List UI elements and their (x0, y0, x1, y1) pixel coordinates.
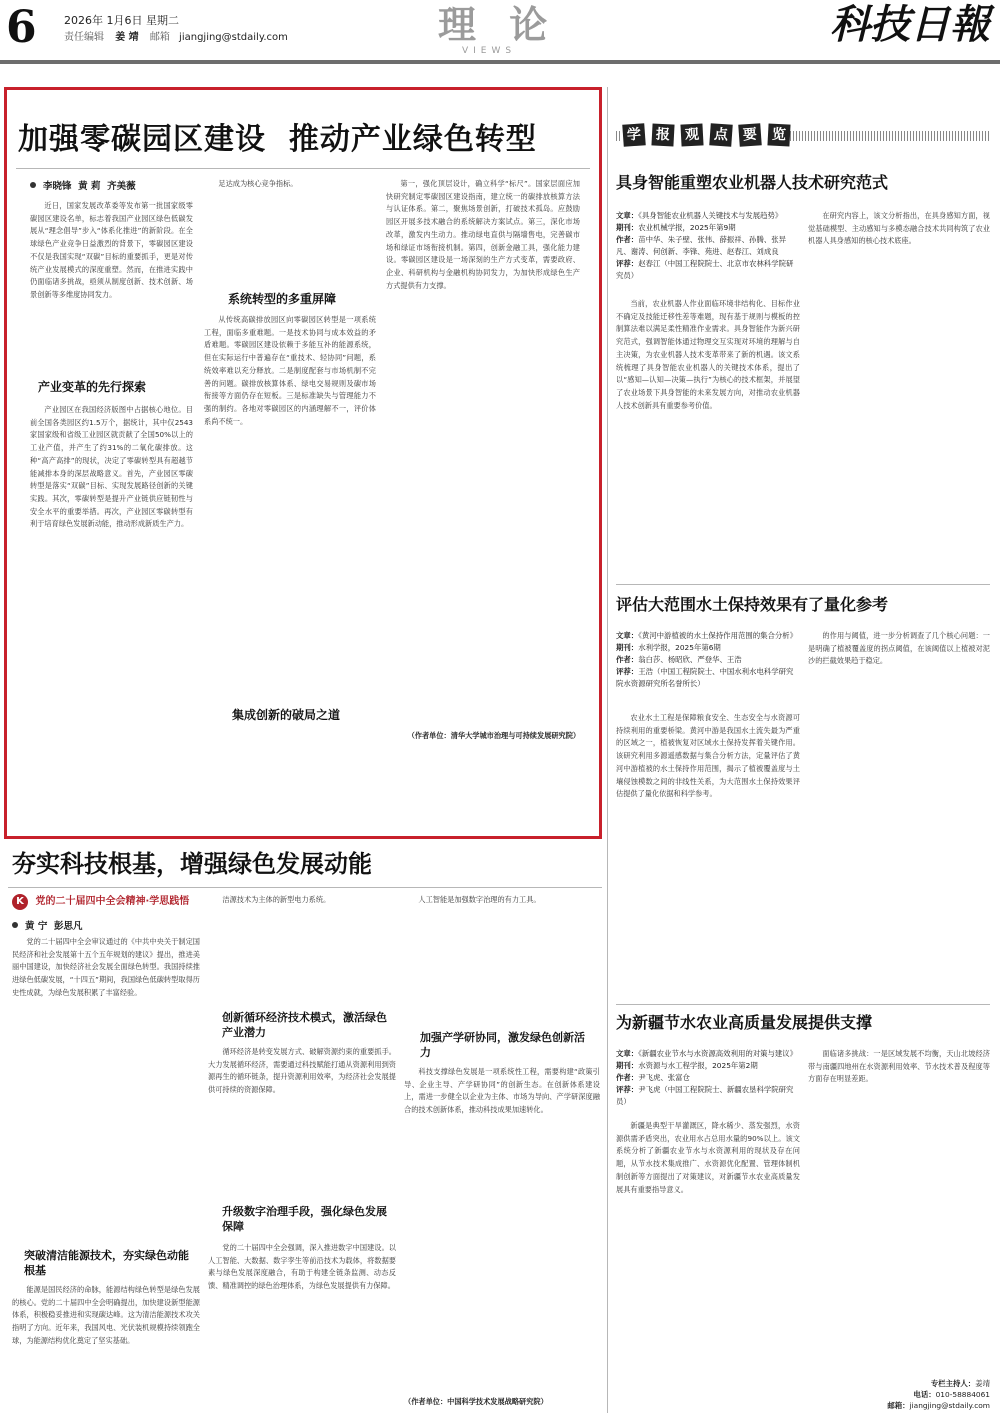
lead-section-heading-1: 产业变革的先行探索 (38, 380, 147, 394)
second-section-text-2: 循环经济是转变发展方式、破解资源约束的重要抓手。大力发展循环经济，需要通过科技赋能打通从资源利用到资源再生的循环链条，提升资源利用效率，为经济社会发展提供可持续的资源保障。 (208, 1047, 396, 1095)
lead-section-text-1: 产业园区在我国经济版图中占据核心地位。目前全国各类园区约1.5万个，据统计，其中仅2543家国家级和省级工业园区就贡献了全国50%以上的工业产值，并产生了约31%的二氧化碳排放。这种“高产高排”的现状，决定了零碳转型具有超越节能减排本身的深层战略意义。首先，产业园区零碳转型是落实“双碳”目标、实现发展路径创新的关键实践。其次，零碳转型是提升产业链供应链韧性与安全水平的重要举措。再次，产业园区零碳转型有利于培育绿色发展新动能，推动形成新质生产力。 (30, 405, 193, 529)
second-section-text-4: 科技支撑绿色发展是一项系统性工程，需要构建“政策引导、企业主导、产学研协同”的创新生态。在创新体系建设上，需进一步健全以企业为主体、市场为导向、产学研深度融合的技术创新体系，推动科技成果加速转化。 (404, 1067, 600, 1115)
sidebar-meta-3 (616, 1048, 800, 1108)
sidebar-body-1a (616, 298, 800, 578)
second-section-body-4 (404, 1066, 600, 1392)
email-label: 邮箱 (149, 32, 170, 43)
sidebar-column-banner (616, 122, 990, 150)
section-subtitle: VIEWS (462, 46, 517, 56)
lead-authors: 李晓锋 黄 莉 齐美薇 (43, 181, 136, 192)
lead-section-text-2: 从传统高碳排放园区向零碳园区转型是一项系统工程，面临多重难题。一是技术协同与成本效益的矛盾难题。零碳园区建设依赖于多能互补的能源系统，但在实际运行中普遍存在“重技术、轻协同”问题，系统效率难以充分释放。二是制度配套与市场机制不完善的问题。碳排放核算体系、绿电交易规则及碳市场衔接等方面仍存在短板。三是标准缺失与管理能力不强的制约。各地对零碳园区的内涵理解不一，评价体系尚不统一。 (204, 315, 376, 426)
sidebar-body-3b: 面临诸多挑战：一是区域发展不均衡，天山北坡经济带与南疆四地州在水资源利用效率、节水技术普及程度等方面存在明显差距。 (808, 1049, 990, 1084)
second-section-body-2 (208, 1046, 396, 1196)
lead-section-heading-2: 系统转型的多重屏障 (228, 292, 337, 306)
sidebar-divider-2 (616, 1004, 990, 1005)
second-section-body-3 (208, 1242, 396, 1412)
author-marker-icon (12, 922, 18, 928)
lead-intro (30, 200, 193, 366)
editor-label: 责任编辑 (64, 32, 104, 43)
sidebar-meta-2 (616, 630, 800, 690)
sidebar-journal-2: 期刊：水利学报，2025年第6期 (616, 643, 721, 652)
sidebar-body-2a (616, 712, 800, 998)
sidebar-reviewer-1: 评荐：赵春江（中国工程院院士、北京市农林科学院研究员） (616, 259, 794, 280)
sidebar-body-2b: 的作用与阈值，进一步分析调查了几个核心问题：一是明确了植被覆盖度的拐点阈值，在该阈值以上植被对泥沙的拦截效果趋于稳定。 (808, 631, 990, 666)
banner-char: 览 (768, 123, 791, 146)
editor-line (64, 28, 288, 43)
second-byline: （作者单位：中国科学技术发展战略研究院） (404, 1397, 548, 1406)
sidebar-text-3: 新疆是典型干旱灌溉区，降水稀少、蒸发强烈，水资源供需矛盾突出，农业用水占总用水量的90%以上。该文系统分析了新疆农业节水与水资源利用的现状及存在问题，从节水技术集成推广、水资源优化配置、管理体制机制创新等方面提出了对策建议，对新疆节水农业高质量发展具有重要指导意义。 (616, 1121, 800, 1194)
banner-char: 报 (652, 123, 675, 146)
lead-section-text-3: 第一，强化顶层设计，确立科学“标尺”。国家层面应加快研究制定零碳园区建设指南，建立统一的碳排放核算方法与认证体系。第二，聚焦场景创新，打破技术孤岛。应鼓励园区开展多技术融合的系统解决方案试点。第三，深化市场改革，激发内生动力。推动绿电直供与隔墙售电，完善碳市场和绿证市场衔接机制。第四，创新金融工具，强化能力建设。零碳园区建设是一场深刻的生产方式变革，需要政府、企业、科研机构与金融机构协同发力，为加快形成绿色生产方式提供有力支撑。 (386, 179, 580, 290)
lead-section-body-3 (386, 178, 580, 720)
sidebar-journal-1: 期刊：农业机械学报，2025年第9期 (616, 223, 736, 232)
sidebar-headline-1: 具身智能重塑农业机器人技术研究范式 (616, 173, 889, 192)
sidebar-banner-title (622, 122, 791, 150)
lead-headline: 加强零碳园区建设 推动产业绿色转型 (18, 122, 537, 157)
second-column-3-top: 人工智能是加强数字治理的有力工具。 (418, 895, 541, 904)
lead-author-line (30, 178, 136, 192)
sidebar-journal-3: 期刊：水资源与水工程学报，2025年第2期 (616, 1061, 758, 1070)
sidebar-source-3: 文章：《新疆农业节水与水资源高效利用的对策与建议》 (616, 1049, 798, 1058)
lead-section-body-1 (30, 404, 193, 832)
second-section-heading-1: 突破清洁能源技术，夯实绿色动能根基 (24, 1249, 189, 1277)
sidebar-reviewer-2: 评荐：王浩（中国工程院院士、中国水利水电科学研究院水资源研究所名誉所长） (616, 667, 794, 688)
banner-char: 要 (739, 123, 762, 146)
column-label: 党的二十届四中全会精神·学思践悟 (35, 896, 190, 907)
second-intro (12, 936, 200, 1242)
second-author-line (12, 918, 82, 932)
sidebar-text-1: 当前，农业机器人作业面临环境非结构化、目标作业不确定及技能迁移性差等难题，现有基于规则与模板的控制算法难以满足柔性精准作业需求。具身智能作为新兴研究范式，强调智能体通过物理交互实现对环境的理解与自主决策，为农业机器人技术变革带来了新的机遇。该文系统梳理了具身智能农业机器人的关键技术体系，提出了以“感知—认知—决策—执行”为核心的技术框架，并展望了农业场景下具身智能的未来发展方向，对推动农业机器人技术创新具有重要参考价值。 (616, 299, 800, 410)
sidebar-source-1: 文章：《具身智能农业机器人关键技术与发展趋势》 (616, 211, 783, 220)
section-title: 理 论 (438, 3, 558, 47)
second-section-text-3: 党的二十届四中全会强调，深入推进数字中国建设。以人工智能、大数据、数字孪生等前沿技术为载体，将数据要素与绿色发展深度融合，有助于构建全链条监测、动态反馈、精准调控的绿色治理体系，为绿色发展提供有力保障。 (208, 1243, 396, 1291)
lead-column-2-top: 足达成为核心竞争指标。 (218, 179, 298, 188)
second-column-2-top: 洁源技术为主体的新型电力系统。 (222, 895, 331, 904)
masthead-divider (0, 60, 1000, 64)
lead-section-body-2 (204, 314, 376, 700)
sidebar-authors-3: 作者：尹飞虎、张富仓 (616, 1073, 690, 1082)
column-host: 专栏主持人：姜靖 (930, 1379, 990, 1388)
second-section-heading-3: 升级数字治理手段，强化绿色发展保障 (222, 1205, 387, 1233)
editor-name: 姜 靖 (115, 32, 139, 43)
paper-name-logo: 科技日報 (830, 1, 990, 48)
banner-char: 点 (710, 123, 733, 146)
lead-byline: （作者单位：清华大学城市治理与可持续发展研究院） (407, 731, 580, 740)
lead-intro-text: 近日，国家发展改革委等发布第一批国家级零碳园区建设名单，标志着我国产业园区绿色低碳发展从“理念倡导”步入“体系化推进”的新阶段。在全球绿色产业竞争日益激烈的背景下，零碳园区建设不仅是我国实现“双碳”目标的重要抓手，更是对传统产业发展模式的深度重塑。然而，在推进实践中仍面临诸多挑战，亟须从制度创新、技术创新、场景创新等多维度协同发力。 (30, 201, 193, 299)
sidebar-divider-1 (616, 584, 990, 585)
banner-char: 学 (622, 123, 645, 146)
sidebar-banner-stripe-right (790, 131, 990, 141)
sidebar-footer (808, 1378, 990, 1411)
sidebar-authors-2: 作者：翁白莎、杨昭欣、严登华、王浩 (616, 655, 742, 664)
page-number: 6 (6, 2, 37, 53)
second-headline-divider (8, 887, 602, 888)
sidebar-source-2: 文章：《黄河中游植被的水土保持作用范围的集合分析》 (616, 631, 798, 640)
second-intro-text: 党的二十届四中全会审议通过的《中共中央关于制定国民经济和社会发展第十五个五年规划的建议》提出，推进美丽中国建设，加快经济社会发展全面绿色转型。我国持续推进绿色低碳发展，“十四五”期间，我国绿色低碳转型取得历史性成就，为绿色发展积累了丰富经验。 (12, 937, 200, 997)
second-authors: 黄 宁 彭思凡 (25, 921, 83, 932)
column-email[interactable]: 邮箱：jiangjing@stdaily.com (887, 1401, 990, 1410)
sidebar-body-3a (616, 1120, 800, 1412)
second-headline: 夯实科技根基，增强绿色发展动能 (12, 850, 372, 878)
sidebar-authors-1: 作者：苗中华、朱子壁、张伟、薛振祥、孙腾、张异凡、谢涛、何创新、李锋、苑进、赵春江、刘成良 (616, 235, 787, 256)
second-section-heading-2: 创新循环经济技术模式，激活绿色产业潜力 (222, 1011, 387, 1039)
column-tag (12, 894, 189, 910)
second-section-body-1 (12, 1284, 200, 1412)
banner-char: 观 (681, 123, 704, 146)
sidebar-meta-1 (616, 210, 800, 282)
editor-email[interactable]: jiangjing@stdaily.com (179, 32, 288, 43)
column-divider (607, 87, 608, 1413)
sidebar-text-2: 农业水土工程是保障粮食安全、生态安全与水资源可持续利用的重要桥梁。黄河中游是我国水土流失最为严重的区域之一，植被恢复对区域水土保持发挥着关键作用。该研究利用多源遥感数据与集合分析方法，定量评估了黄河中游植被的水土保持作用范围，揭示了植被覆盖度与土壤侵蚀模数之间的非线性关系，为大范围水土保持效果评估提供了量化依据和科学参考。 (616, 713, 800, 799)
sidebar-banner-stripe-left (616, 131, 620, 141)
lead-headline-divider (16, 168, 590, 169)
lead-section-heading-3: 集成创新的破局之道 (232, 708, 341, 722)
sidebar-reviewer-3: 评荐：尹飞虎（中国工程院院士、新疆农垦科学院研究员） (616, 1085, 794, 1106)
date-line: 2026年 1月6日 星期二 (64, 14, 179, 27)
second-section-heading-4: 加强产学研协同，激发绿色创新活力 (420, 1031, 585, 1059)
column-phone: 电话：010-58884061 (913, 1390, 990, 1399)
author-marker-icon (30, 182, 36, 188)
sidebar-body-1b: 在研究内容上，该文分析指出，在具身感知方面，视觉基础模型、主动感知与多模态融合技术共同构筑了农业机器人具身感知的核心技术底座。 (808, 211, 990, 246)
second-section-text-1: 能源是国民经济的命脉，能源结构绿色转型是绿色发展的核心。党的二十届四中全会明确提出，加快建设新型能源体系，积极稳妥推进和实现碳达峰。这为清洁能源技术攻关指明了方向。近年来，我国风电、光伏装机规模持续领跑全球，为能源结构优化奠定了坚实基础。 (12, 1285, 200, 1345)
sidebar-headline-2: 评估大范围水土保持效果有了量化参考 (616, 595, 889, 614)
column-k-icon: K (12, 894, 28, 910)
sidebar-headline-3: 为新疆节水农业高质量发展提供支撑 (616, 1013, 873, 1032)
